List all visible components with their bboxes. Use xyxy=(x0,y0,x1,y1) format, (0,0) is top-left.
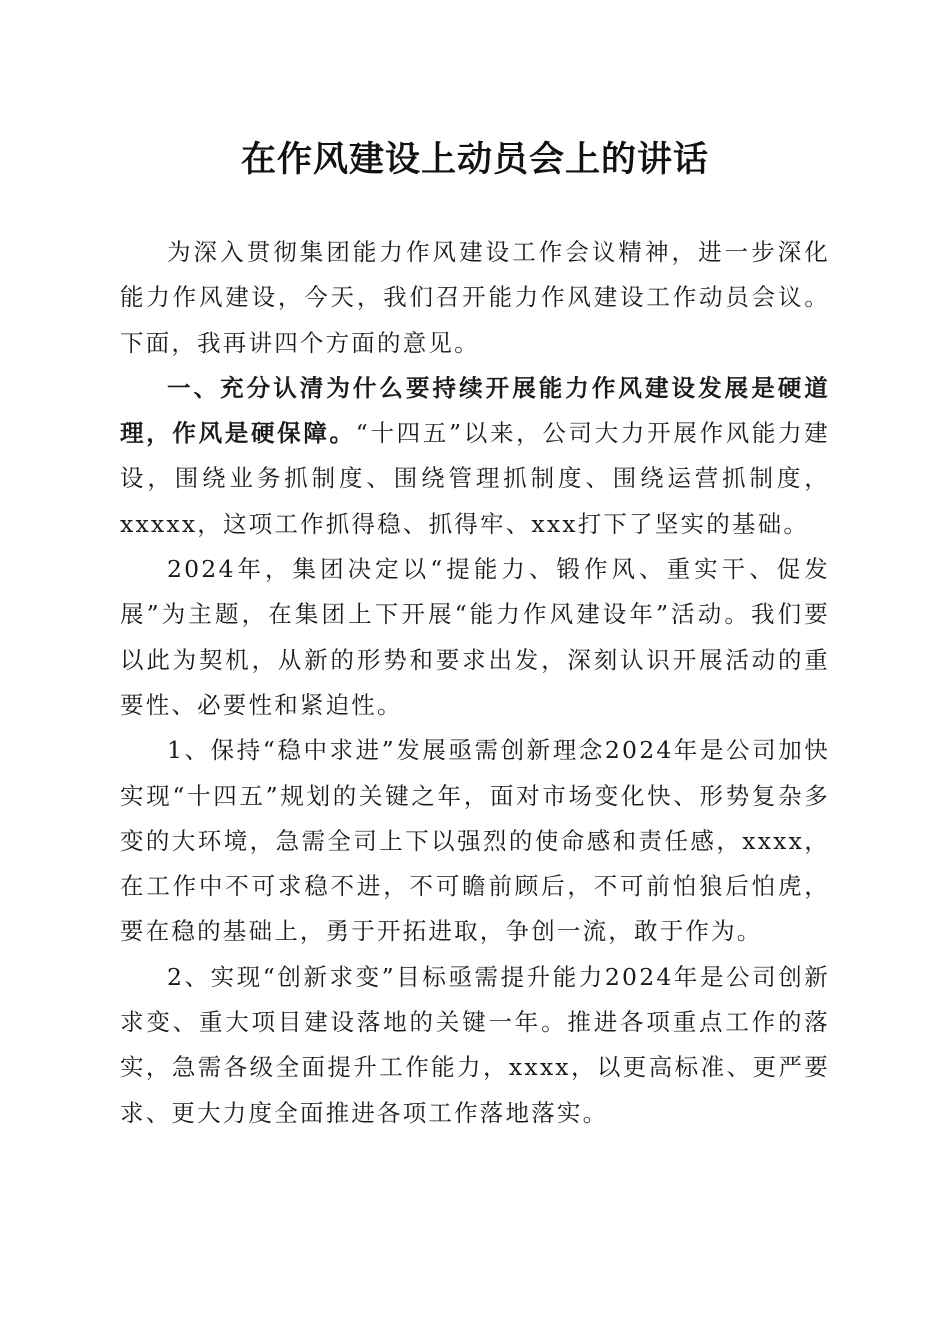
paragraph-intro xyxy=(120,230,830,366)
section-heading: 一、充分认清为什么要持续开展能力作风建设发展是硬道理，作风是硬保障。 xyxy=(120,373,830,448)
paragraph-point-one xyxy=(120,728,830,954)
paragraph-section-one xyxy=(120,366,830,547)
paragraph-text: 为深入贯彻集团能力作风建设工作会议精神，进一步深化能力作风建设，今天，我们召开能力作风建设工作动员会议。下面，我再讲四个方面的意见。 xyxy=(120,238,830,357)
paragraph-text: 1、保持“稳中求进”发展亟需创新理念2024年是公司加快实现“十四五”规划的关键之年，面对市场变化快、形势复杂多变的大环境，急需全司上下以强烈的使命感和责任感，xxxx，在工作中不可求稳不进，不可瞻前顾后，不可前怕狼后怕虎，要在稳的基础上，勇于开拓进取，争创一流，敢于作为。 xyxy=(120,736,830,946)
paragraph-point-two xyxy=(120,955,830,1136)
document-title: 在作风建设上动员会上的讲话 xyxy=(240,139,709,180)
paragraph-text: 2024年，集团决定以“提能力、锻作风、重实干、促发展”为主题，在集团上下开展“能力作风建设年”活动。我们要以此为契机，从新的形势和要求出发，深刻认识开展活动的重要性、必要性和紧迫性。 xyxy=(120,555,830,719)
document-body xyxy=(120,230,830,1136)
paragraph-text: 2、实现“创新求变”目标亟需提升能力2024年是公司创新求变、重大项目建设落地的关键一年。推进各项重点工作的落实，急需各级全面提升工作能力，xxxx，以更高标准、更严要求、更大力度全面推进各项工作落地落实。 xyxy=(120,962,830,1127)
paragraph-text: “十四五”以来，公司大力开展作风能力建设，围绕业务抓制度、围绕管理抓制度、围绕运营抓制度，xxxxx，这项工作抓得稳、抓得牢、xxx打下了坚实的基础。 xyxy=(120,419,830,538)
paragraph-2024-theme xyxy=(120,547,830,728)
